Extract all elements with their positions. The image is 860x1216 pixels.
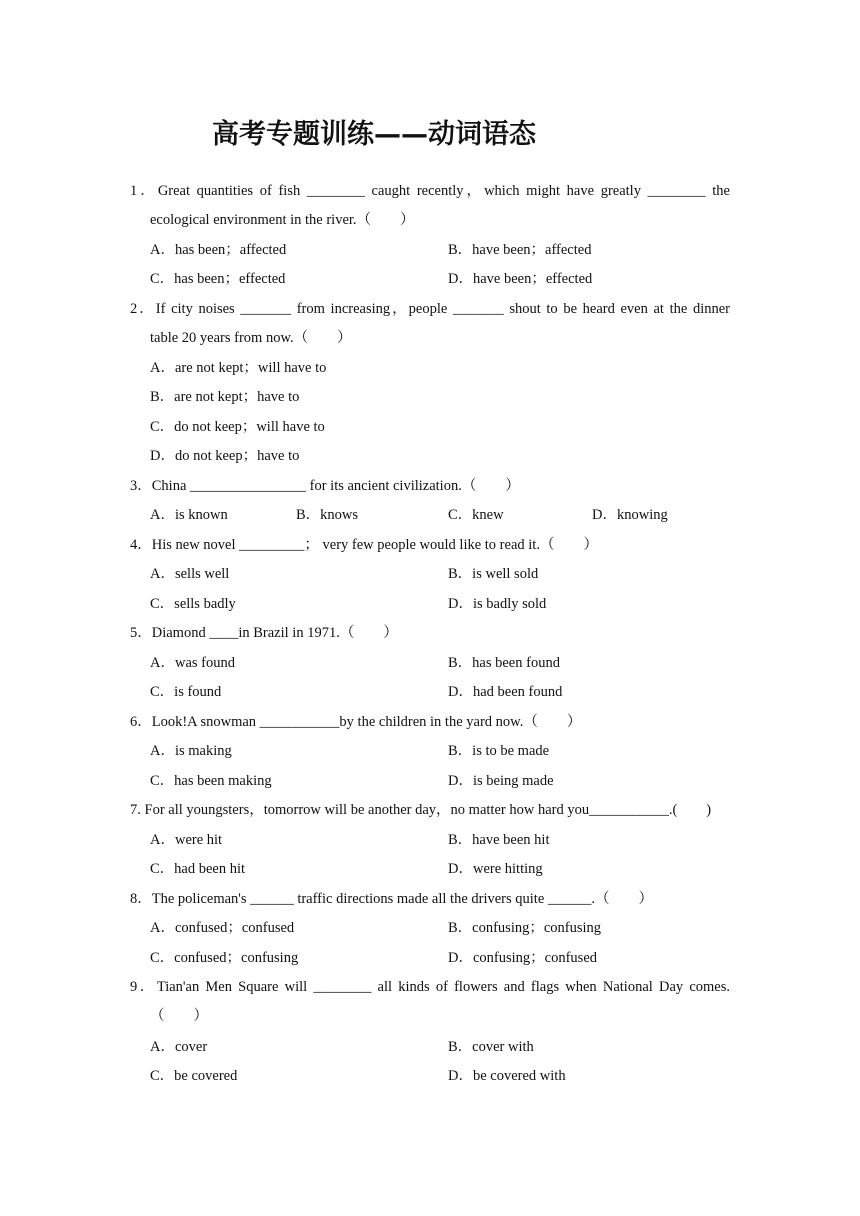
question-8-stem: 8．The policeman's ______ traffic directions made all the drivers quite ______.（ ） <box>130 891 654 907</box>
question-7-stem: 7. For all youngsters，tomorrow will be another day，no matter how hard you___________.( ) <box>130 802 712 818</box>
question-7-option-c: C．had been hit <box>150 861 246 877</box>
question-1-stem-continued: ecological environment in the river.（ ） <box>150 212 415 228</box>
question-3-option-d: D．knowing <box>592 507 668 523</box>
question-7-option-b: B．have been hit <box>448 832 550 848</box>
question-2-option-c: C．do not keep；will have to <box>150 419 325 435</box>
question-9-stem: 9．Tian'an Men Square will ________ all kinds of flowers and flags when National Day comes. <box>130 979 730 995</box>
question-4-option-d: D．is badly sold <box>448 596 547 612</box>
question-1-option-c: C．has been；effected <box>150 271 286 287</box>
question-8-option-a: A．confused；confused <box>150 920 295 936</box>
question-2-stem: 2．If city noises _______ from increasing，people _______ shout to be heard even at the dinner <box>130 301 730 317</box>
question-5-option-c: C．is found <box>150 684 222 700</box>
question-4-option-c: C．sells badly <box>150 596 236 612</box>
question-1-option-a: A．has been；affected <box>150 242 287 258</box>
question-6-stem: 6．Look!A snowman ___________by the children in the yard now.（ ） <box>130 714 582 730</box>
question-4-option-b: B．is well sold <box>448 566 539 582</box>
question-6-option-a: A．is making <box>150 743 232 759</box>
question-8-option-d: D．confusing；confused <box>448 950 598 966</box>
question-1-option-b: B．have been；affected <box>448 242 592 258</box>
question-4-stem: 4．His new novel _________； very few people would like to read it.（ ） <box>130 537 598 553</box>
question-9-option-b: B．cover with <box>448 1039 534 1055</box>
question-6-option-d: D．is being made <box>448 773 554 789</box>
question-2-stem-continued: table 20 years from now.（ ） <box>150 330 352 346</box>
question-5-option-a: A．was found <box>150 655 235 671</box>
question-7-option-d: D．were hitting <box>448 861 543 877</box>
question-2-option-d: D．do not keep；have to <box>150 448 300 464</box>
question-7-option-a: A．were hit <box>150 832 223 848</box>
question-9-option-c: C．be covered <box>150 1068 238 1084</box>
question-3-option-c: C．knew <box>448 507 504 523</box>
question-5-stem: 5．Diamond ____in Brazil in 1971.（ ） <box>130 625 398 641</box>
question-8-option-b: B．confusing；confusing <box>448 920 602 936</box>
question-8-option-c: C．confused；confusing <box>150 950 299 966</box>
question-9-option-d: D．be covered with <box>448 1068 566 1084</box>
question-2-option-a: A．are not kept；will have to <box>150 360 327 376</box>
page-title: 高考专题训练——动词语态 <box>212 119 536 150</box>
question-3-option-a: A．is known <box>150 507 228 523</box>
question-2-option-b: B．are not kept；have to <box>150 389 300 405</box>
question-6-option-c: C．has been making <box>150 773 272 789</box>
question-4-option-a: A．sells well <box>150 566 230 582</box>
question-6-option-b: B．is to be made <box>448 743 550 759</box>
question-1-option-d: D．have been；effected <box>448 271 593 287</box>
question-9-option-a: A．cover <box>150 1039 208 1055</box>
question-3-stem: 3．China ________________ for its ancient civilization.（ ） <box>130 478 520 494</box>
question-5-option-d: D．had been found <box>448 684 563 700</box>
question-3-option-b: B．knows <box>296 507 359 523</box>
question-5-option-b: B．has been found <box>448 655 560 671</box>
question-9-stem-continued: （ ） <box>150 1008 208 1024</box>
question-1-stem: 1．Great quantities of fish ________ caught recently，which might have greatly ________ the <box>130 183 730 199</box>
